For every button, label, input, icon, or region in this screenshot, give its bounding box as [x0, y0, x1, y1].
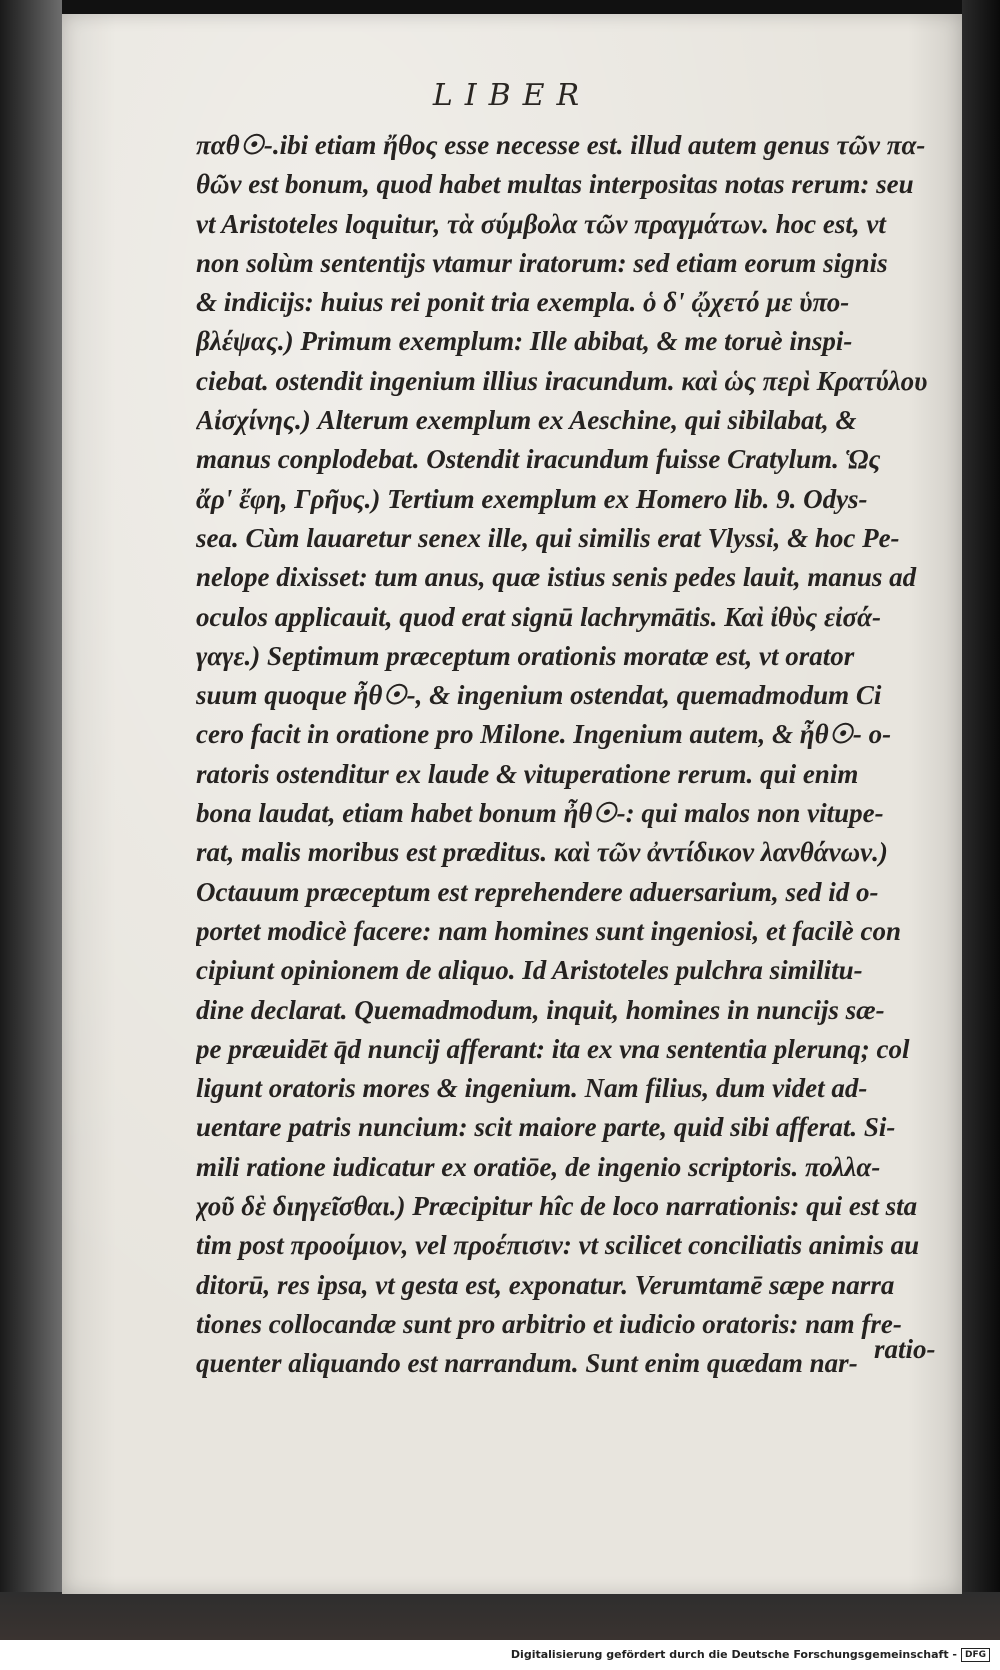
footer-bar: [0, 1640, 1000, 1670]
text-line: χοῦ δὲ διηγεῖσθαι.) Præcipitur hîc de loco narrationis: qui est sta: [196, 1191, 918, 1222]
text-line: ditorū, res ipsa, vt gesta est, exponatur. Verumtamē sæpe narra: [196, 1269, 895, 1300]
body-text: [196, 126, 956, 1384]
dfg-logo-icon: DFG: [961, 1648, 990, 1662]
text-line: uentare patris nuncium: scit maiore parte, quid sibi afferat. Si-: [196, 1112, 896, 1143]
text-line: βλέψας.) Primum exemplum: Ille abibat, & me toruè inspi-: [196, 326, 853, 357]
text-line: mili ratione iudicatur ex oratiōe, de ingenio scriptoris. πολλα-: [196, 1151, 881, 1182]
text-line: & indicijs: huius rei ponit tria exempla. ὁ δ' ᾤχετό με ὑπο-: [196, 287, 850, 318]
text-line: manus conplodebat. Ostendit iracundum fuisse Cratylum. Ὡς: [196, 444, 881, 475]
right-page-edge: [962, 0, 1000, 1640]
text-line: παθ☉-.ibi etiam ἤθος esse necesse est. illud autem genus τῶν πα-: [196, 130, 926, 160]
text-line: tiones collocandæ sunt pro arbitrio et iudicio oratoris: nam fre-: [196, 1308, 902, 1339]
text-line: tim post προοίμιον, vel προέπισιν: vt scilicet conciliatis animis au: [196, 1230, 920, 1261]
text-line: rat, malis moribus est præditus. καὶ τῶν ἀντίδικον λανθάνων.): [196, 837, 888, 868]
text-line: ratoris ostenditur ex laude & vituperatione rerum. qui enim: [196, 758, 859, 789]
running-head: LIBER: [432, 78, 592, 113]
text-line: nelope dixisset: tum anus, quæ istius senis pedes lauit, manus ad: [196, 562, 917, 593]
text-line: sea. Cùm lauaretur senex ille, qui similis erat Vlyssi, & hoc Pe-: [196, 522, 900, 553]
binding-shadow: [0, 0, 62, 1640]
text-line: vt Aristoteles loquitur, τὰ σύμβολα τῶν πραγμάτων. hoc est, vt: [196, 208, 886, 239]
text-line: quenter aliquando est narrandum. Sunt enim quædam nar-: [196, 1348, 858, 1379]
text-line: Αἰσχίνης.) Alterum exemplum ex Aeschine, qui sibilabat, &: [196, 405, 857, 436]
text-line: ligunt oratoris mores & ingenium. Nam filius, dum videt ad-: [196, 1073, 868, 1104]
footer-credit: [511, 1648, 990, 1662]
footer-credit-text: Digitalisierung gefördert durch die Deutsche Forschungsgemeinschaft -: [510, 1648, 957, 1661]
bottom-page-edge: [0, 1592, 1000, 1640]
catchword: ratio-: [874, 1334, 936, 1364]
text-line: non solùm sententijs vtamur iratorum: sed etiam eorum signis: [196, 247, 888, 278]
text-line: oculos applicauit, quod erat signū lachrymātis. Καὶ ἰθὺς εἰσά-: [196, 601, 882, 632]
text-line: ἄρ' ἔφη, Γρῆυς.) Tertium exemplum ex Homero lib. 9. Odys-: [196, 483, 868, 514]
text-line: dine declarat. Quemadmodum, inquit, homines in nuncijs sæ-: [196, 994, 885, 1025]
text-line: Octauum præceptum est reprehendere aduersarium, sed id o-: [196, 876, 879, 907]
text-line: bona laudat, etiam habet bonum ἦθ☉-: qui malos non vitupe-: [196, 798, 884, 829]
text-line: cipiunt opinionem de aliquo. Id Aristoteles pulchra similitu-: [196, 955, 863, 986]
text-line: θῶν est bonum, quod habet multas interpositas notas rerum: seu: [196, 169, 914, 200]
text-line: cero facit in oratione pro Milone. Ingenium autem, & ἦθ☉- o-: [196, 719, 892, 750]
text-line: ciebat. ostendit ingenium illius iracundum. καὶ ὡς περὶ Κρατύλου: [196, 365, 928, 396]
book-page: [62, 14, 962, 1594]
text-line: pe præuidēt q̄d nuncij afferant: ita ex vna sententia plerunq; col: [196, 1033, 910, 1064]
text-line: portet modicè facere: nam homines sunt ingeniosi, et facilè con: [196, 915, 901, 946]
text-line: γαγε.) Septimum præceptum orationis moratæ est, vt orator: [196, 640, 855, 671]
text-line: suum quoque ἦθ☉-, & ingenium ostendat, quemadmodum Ci: [196, 680, 882, 711]
